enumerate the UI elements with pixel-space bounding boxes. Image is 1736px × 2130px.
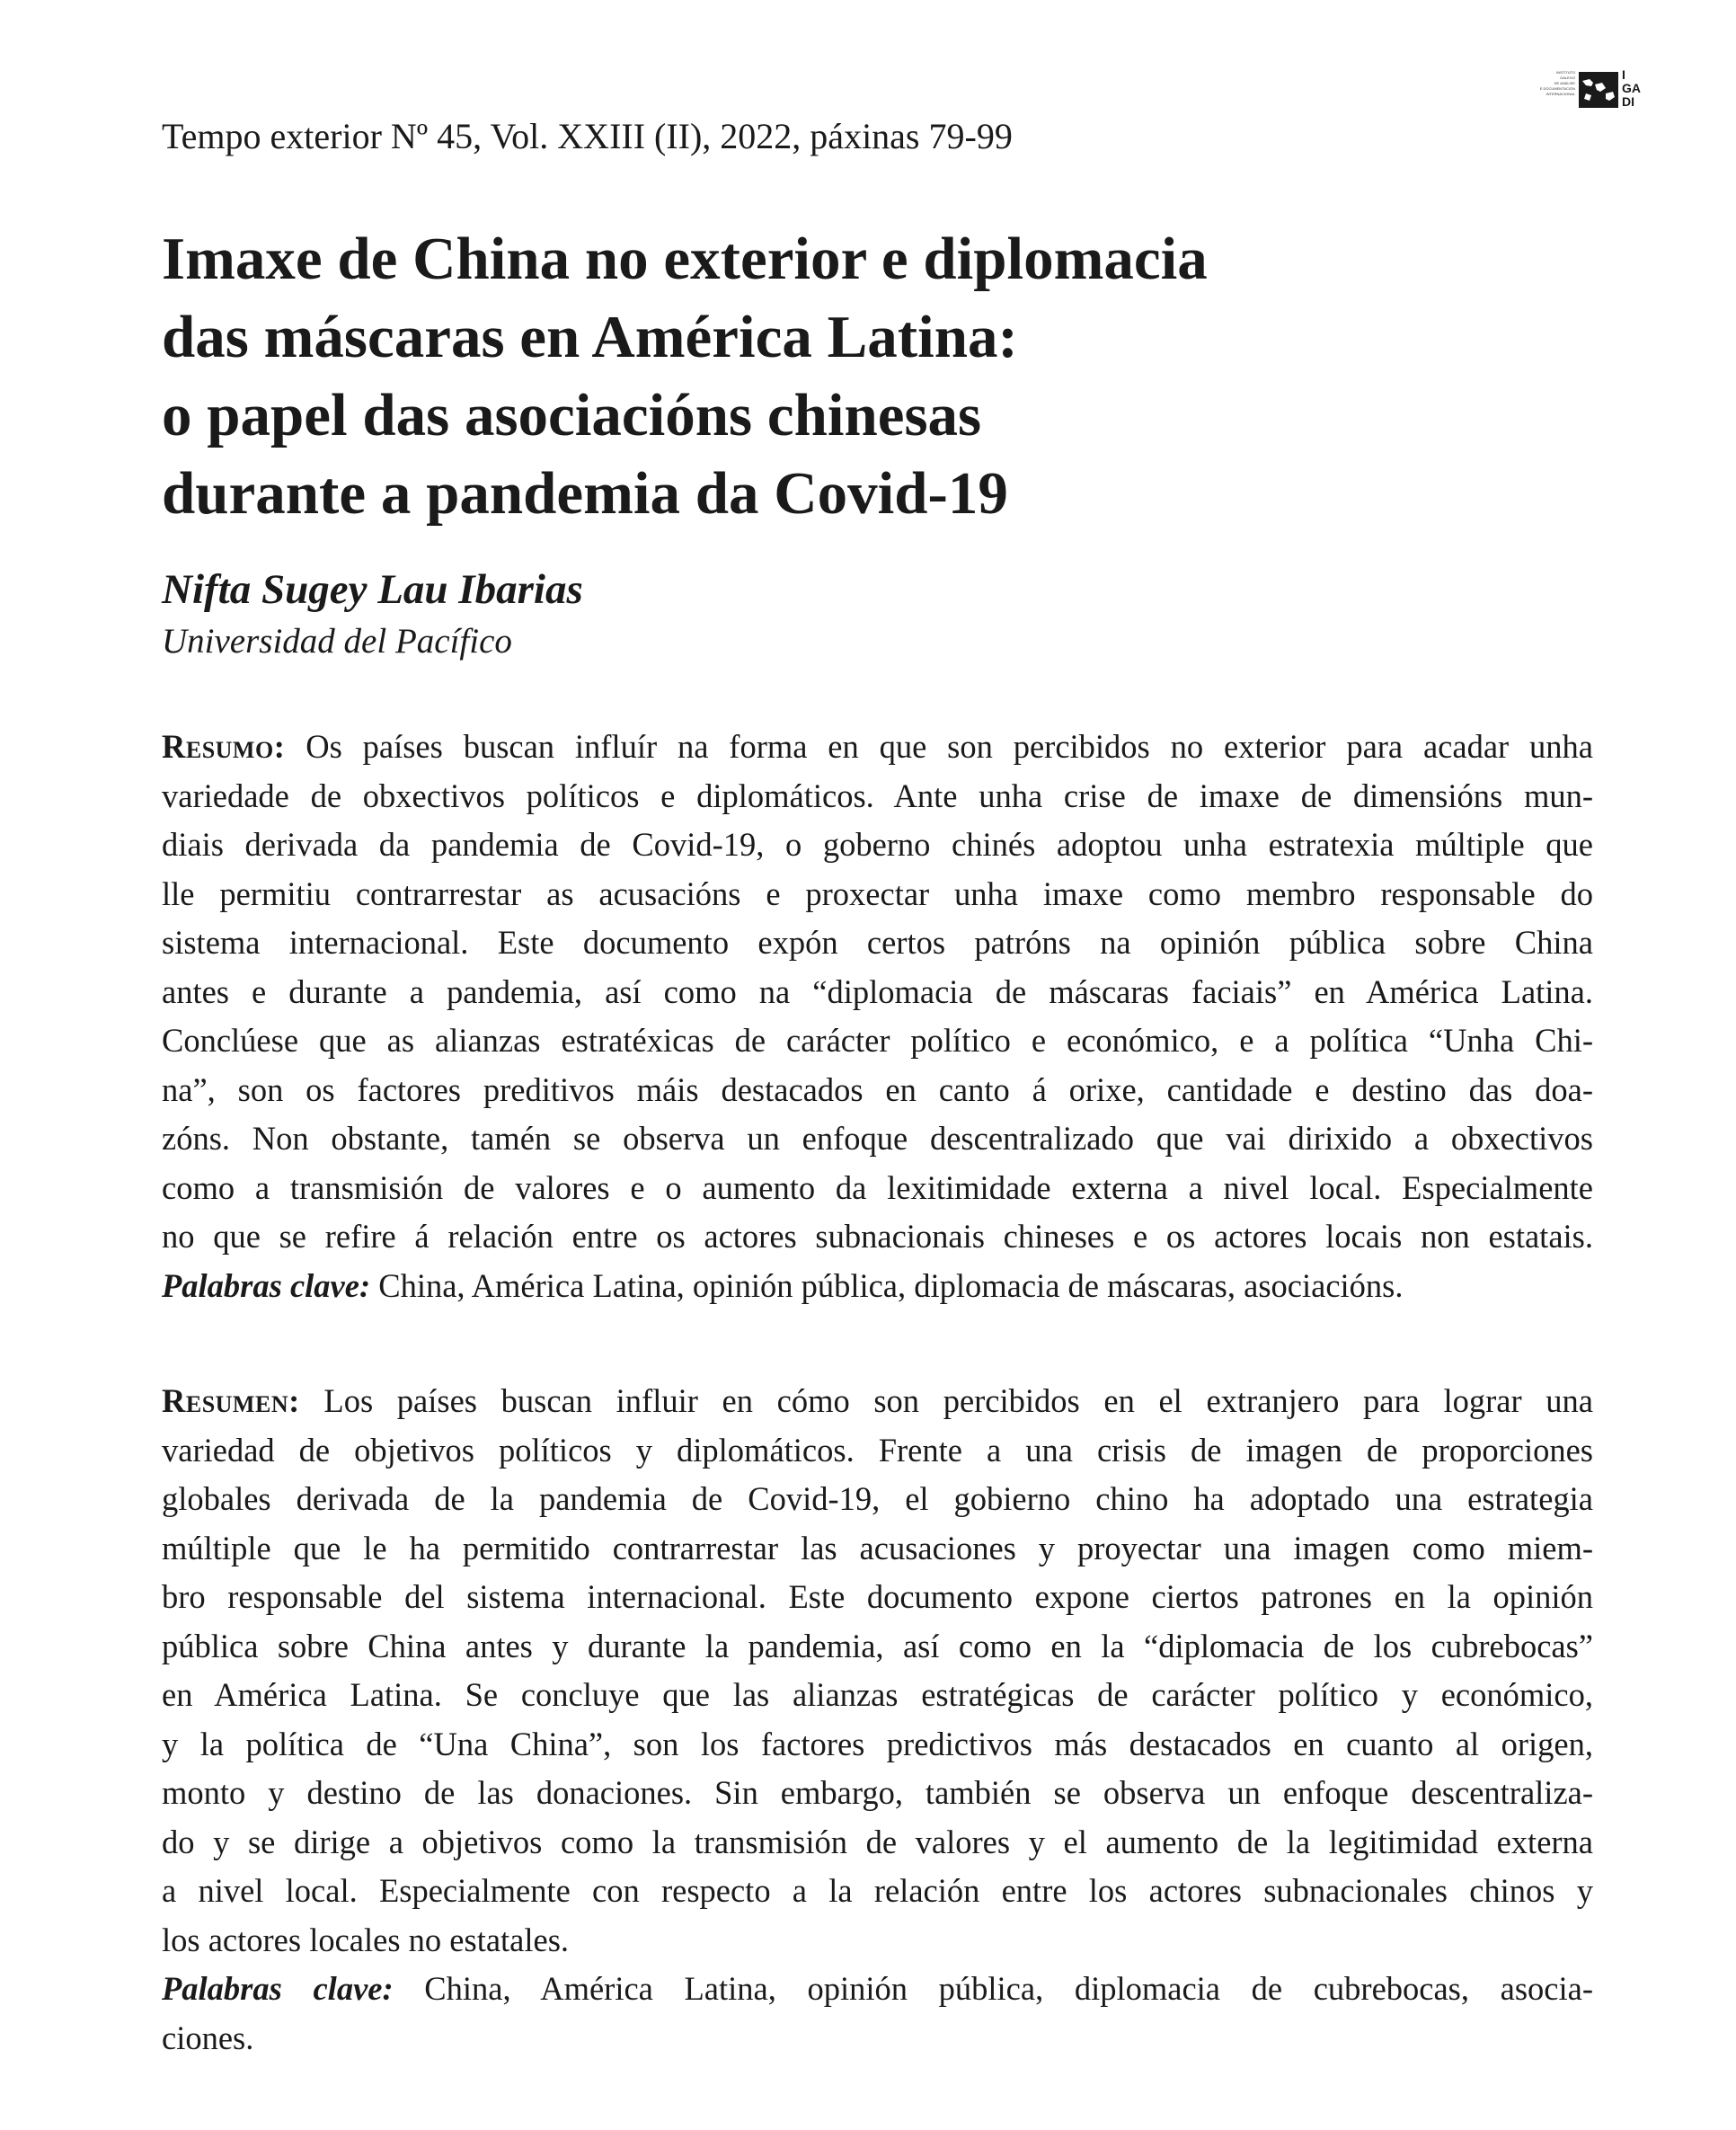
abstract-line: no que se refire á relación entre os actores subnacionais chineses e os actores locais non estatais. bbox=[162, 1218, 1593, 1255]
title-line: durante a pandemia da Covid-19 bbox=[162, 460, 1008, 527]
title-line: Imaxe de China no exterior e diplomacia bbox=[162, 226, 1208, 292]
abstract-line: Resumen: Los países buscan influir en cómo son percibidos en el extranjero para lograr una bbox=[162, 1382, 1593, 1419]
keywords-label: Palabras clave: bbox=[162, 1970, 394, 2007]
abstract-line: antes e durante a pandemia, así como na “diplomacia de máscaras faciais” en América Latina. bbox=[162, 972, 1593, 1010]
igadi-logo bbox=[1530, 67, 1647, 117]
title-line: o papel das asociacións chinesas bbox=[162, 382, 982, 448]
abstract-line: múltiple que le ha permitido contrarrestar las acusaciones y proyectar una imagen como miem- bbox=[162, 1529, 1593, 1566]
keywords-line bbox=[162, 1262, 1593, 1311]
abstract-line: pública sobre China antes y durante la pandemia, así como en la “diplomacia de los cubrebocas” bbox=[162, 1627, 1593, 1664]
abstract-line: en América Latina. Se concluye que las alianzas estratégicas de carácter político y económico, bbox=[162, 1676, 1593, 1713]
abstract-line: monto y destino de las donaciones. Sin embargo, también se observa un enfoque descentraliza- bbox=[162, 1774, 1593, 1811]
abstract-line: Conclúese que as alianzas estratéxicas de carácter político e económico, e a política “Unha Chi- bbox=[162, 1022, 1593, 1059]
abstract-line: a nivel local. Especialmente con respecto a la relación entre los actores subnacionales chinos y bbox=[162, 1872, 1593, 1909]
abstract-line: na”, son os factores preditivos máis destacados en canto á orixe, cantidade e destino das doa- bbox=[162, 1070, 1593, 1108]
logo-map-icon bbox=[1579, 72, 1618, 108]
author-affiliation: Universidad del Pacífico bbox=[162, 622, 512, 661]
author-name: Nifta Sugey Lau Ibarias bbox=[162, 566, 583, 613]
abstract-line: y la política de “Una China”, son los factores predictivos más destacados en cuanto al origen, bbox=[162, 1725, 1593, 1762]
keywords-text: China, América Latina, opinión pública, diplomacia de máscaras, asociacións. bbox=[370, 1266, 1404, 1304]
abstract-line: como a transmisión de valores e o aumento da lexitimidade externa a nivel local. Especialmente bbox=[162, 1168, 1593, 1206]
abstract-line: los actores locales no estatales. bbox=[162, 1921, 570, 1958]
abstract-spanish bbox=[162, 1377, 1593, 2063]
abstract-line: bro responsable del sistema internacional. Este documento expone ciertos patrones en la opinión bbox=[162, 1578, 1593, 1615]
keywords-label: Palabras clave: bbox=[162, 1266, 371, 1304]
abstract-line: do y se dirige a objetivos como la transmisión de valores y el aumento de la legitimidad externa bbox=[162, 1823, 1593, 1860]
abstract-label: Resumo: bbox=[162, 728, 286, 765]
journal-citation: Tempo exterior Nº 45, Vol. XXIII (II), 2022, páxinas 79-99 bbox=[162, 116, 1013, 156]
abstract-line: diais derivada da pandemia de Covid-19, o goberno chinés adoptou unha estratexia múltiple que bbox=[162, 826, 1593, 863]
title-line: das máscaras en América Latina: bbox=[162, 304, 1018, 370]
abstract-galician bbox=[162, 723, 1593, 1310]
keywords-line: ciones. bbox=[162, 2019, 254, 2056]
keywords-line bbox=[162, 1965, 1593, 2014]
abstract-line: sistema internacional. Este documento expón certos patróns na opinión pública sobre China bbox=[162, 924, 1593, 961]
abstract-line: variedade de obxectivos políticos e diplomáticos. Ante unha crise de imaxe de dimensións mun- bbox=[162, 777, 1593, 814]
abstract-line: zóns. Non obstante, tamén se observa un enfoque descentralizado que vai dirixido a obxectivos bbox=[162, 1120, 1593, 1157]
abstract-label: Resumen: bbox=[162, 1382, 300, 1419]
abstract-line: Resumo: Os países buscan influír na forma en que son percibidos no exterior para acadar unha bbox=[162, 728, 1593, 765]
logo-letters: I GA DI bbox=[1622, 67, 1641, 109]
article-title bbox=[162, 220, 1208, 533]
logo-institute-name: INSTITUTO GALEGO DE ANÁLISE E DOCUMENTACIÓN INTERNACIONAL bbox=[1539, 70, 1575, 96]
keywords-text: China, América Latina, opinión pública, diplomacia de cubrebocas, asocia- bbox=[393, 1970, 1594, 2007]
abstract-line: globales derivada de la pandemia de Covid-19, el gobierno chino ha adoptado una estrategia bbox=[162, 1480, 1593, 1517]
abstract-line: lle permitiu contrarrestar as acusacións e proxectar unha imaxe como membro responsable do bbox=[162, 874, 1593, 912]
abstract-line: variedad de objetivos políticos y diplomáticos. Frente a una crisis de imagen de proporciones bbox=[162, 1431, 1593, 1469]
